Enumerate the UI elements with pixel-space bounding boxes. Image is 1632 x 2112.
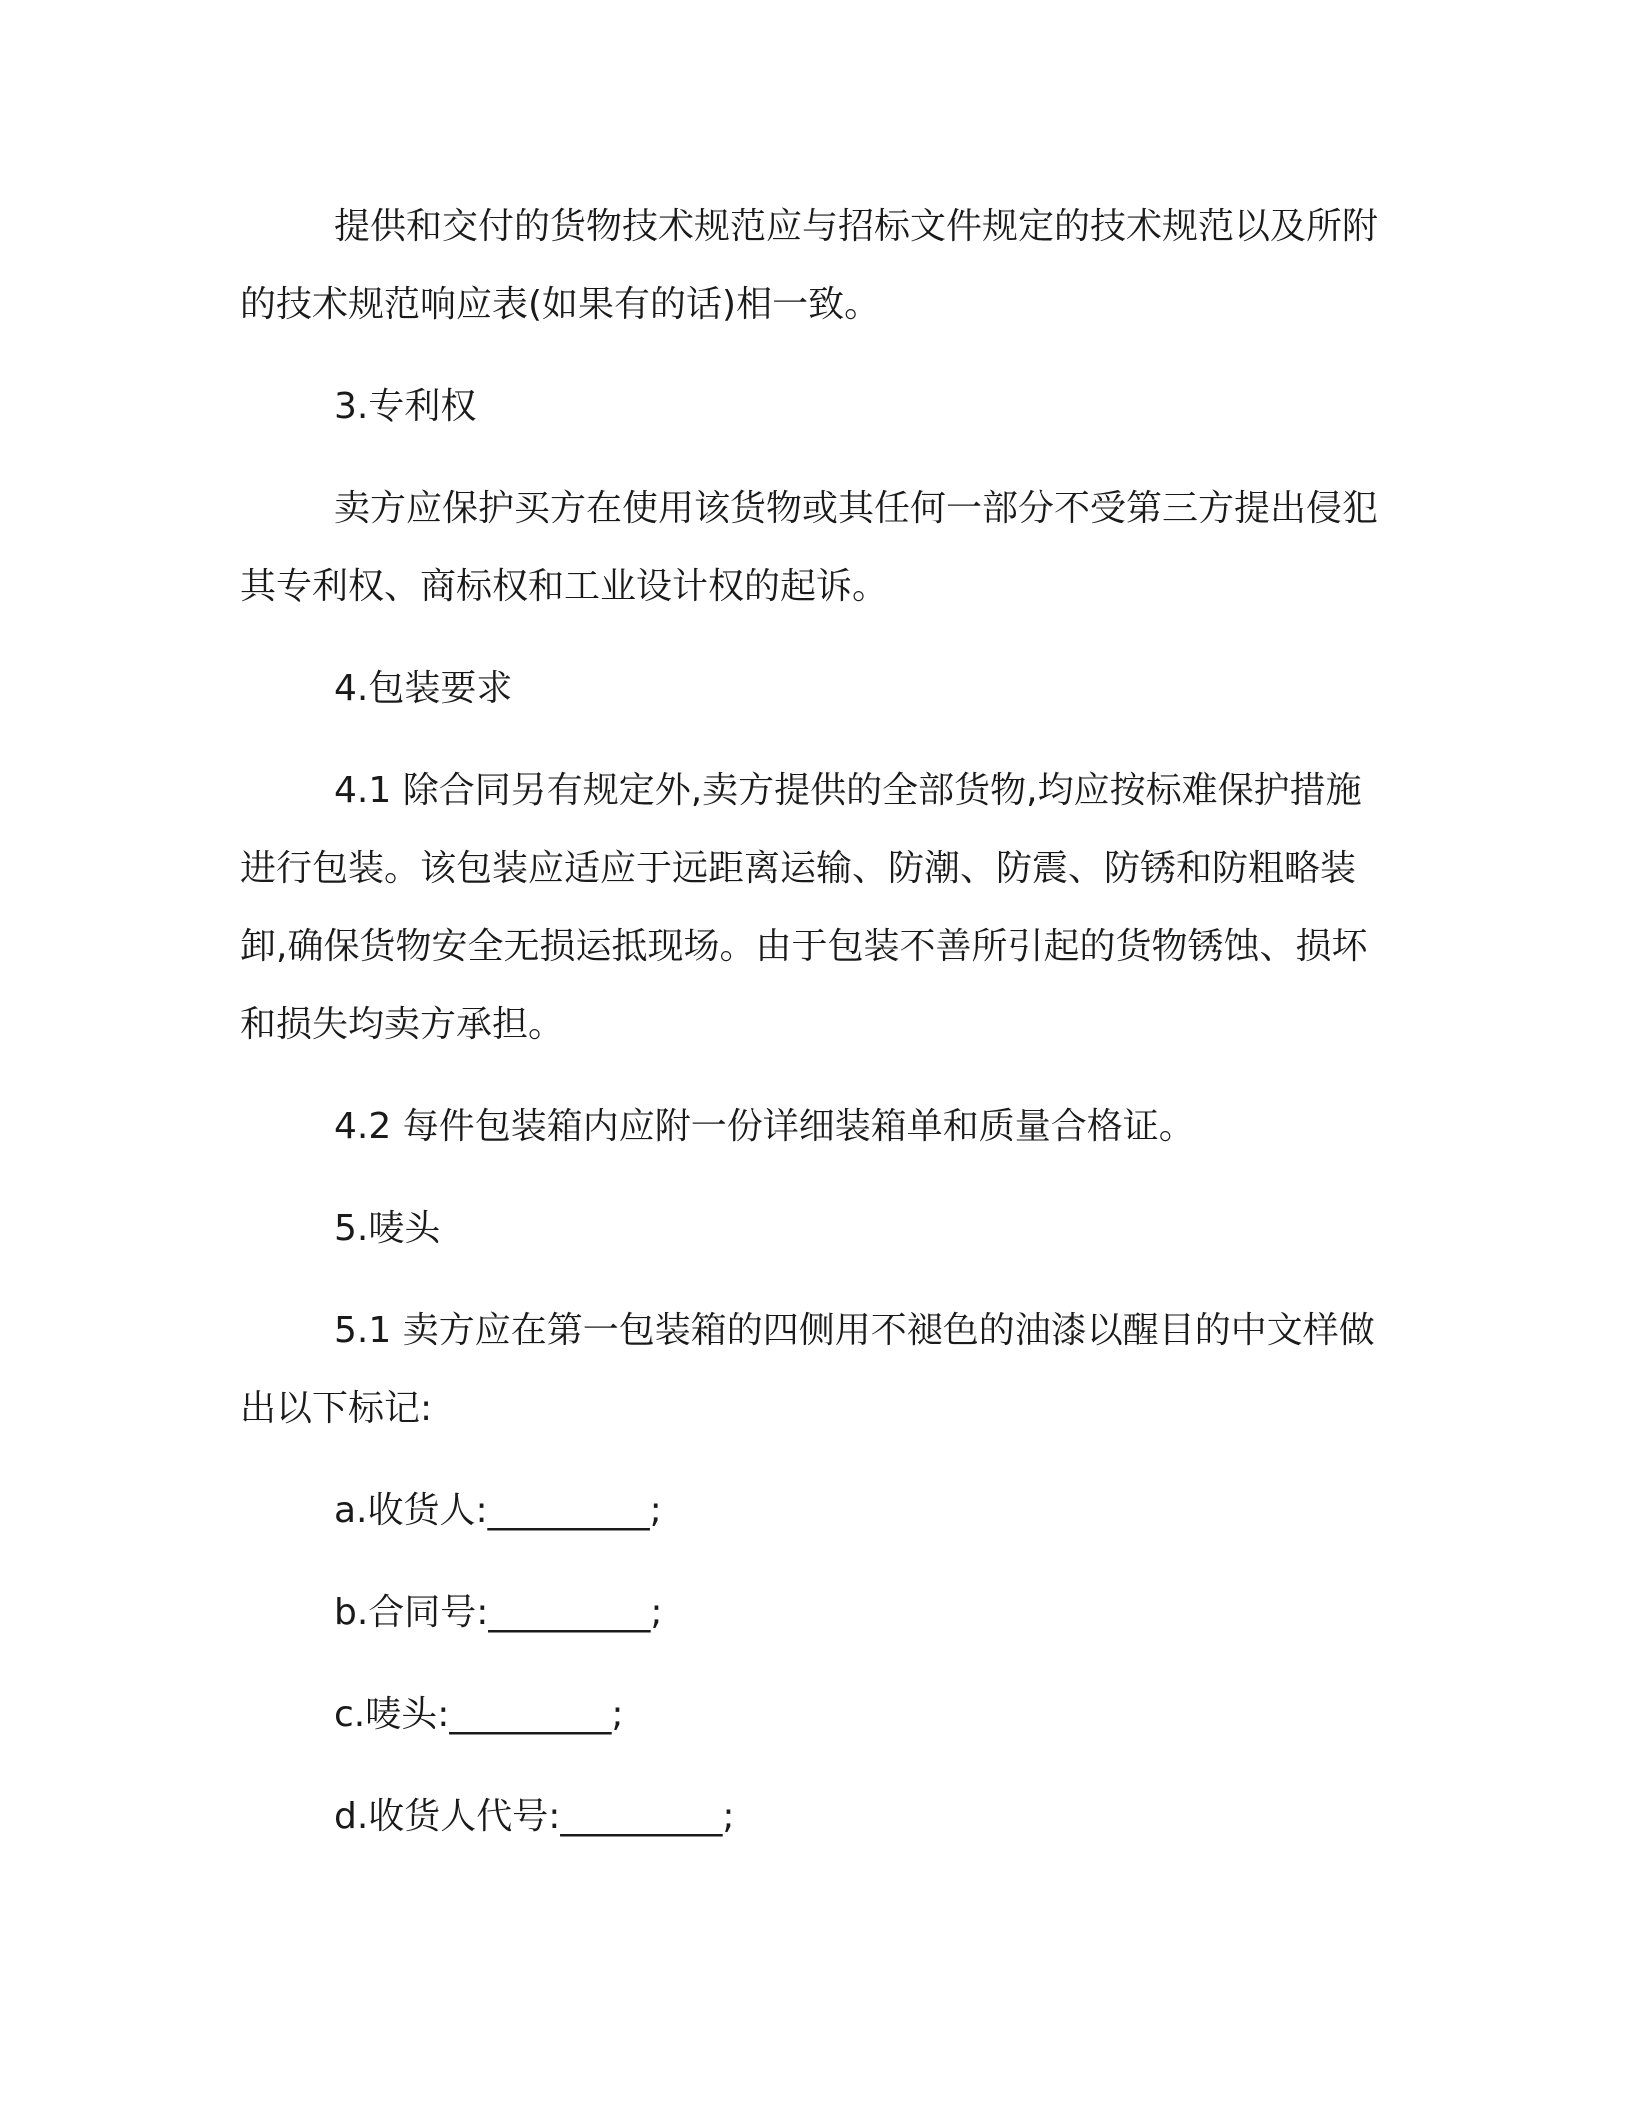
mark-item-contract-number: b.合同号:_________; <box>334 1592 663 1633</box>
heading-patent: 3.专利权 <box>334 386 477 427</box>
paragraph-tech-spec: 提供和交付的货物技术规范应与招标文件规定的技术规范以及所附的技术规范响应表(如果有的话)相一致。 <box>240 206 1379 325</box>
paragraph-patent: 卖方应保护买方在使用该货物或其任何一部分不受第三方提出侵犯其专利权、商标权和工业设计权的起诉。 <box>240 488 1379 607</box>
heading-packaging: 4.包装要求 <box>334 668 513 709</box>
mark-item-consignee-code: d.收货人代号:_________; <box>334 1796 735 1837</box>
paragraph-marks-5-1: 5.1 卖方应在第一包装箱的四侧用不褪色的油漆以醒目的中文样做出以下标记: <box>240 1310 1375 1429</box>
mark-item-consignee: a.收货人:_________; <box>334 1490 662 1531</box>
paragraph-packaging-4-1: 4.1 除合同另有规定外,卖方提供的全部货物,均应按标难保护措施进行包装。该包装应适应于远距离运输、防潮、防震、防锈和防粗略装卸,确保货物安全无损运抵现场。由于包装不善所引起的货物锈蚀、损坏和损失均卖方承担。 <box>240 770 1368 1045</box>
heading-shipping-marks: 5.唛头 <box>334 1208 441 1249</box>
mark-item-shipping-mark: c.唛头:_________; <box>334 1694 624 1735</box>
paragraph-packaging-4-2: 4.2 每件包装箱内应附一份详细装箱单和质量合格证。 <box>334 1106 1195 1147</box>
document-body <box>240 188 1390 1880</box>
